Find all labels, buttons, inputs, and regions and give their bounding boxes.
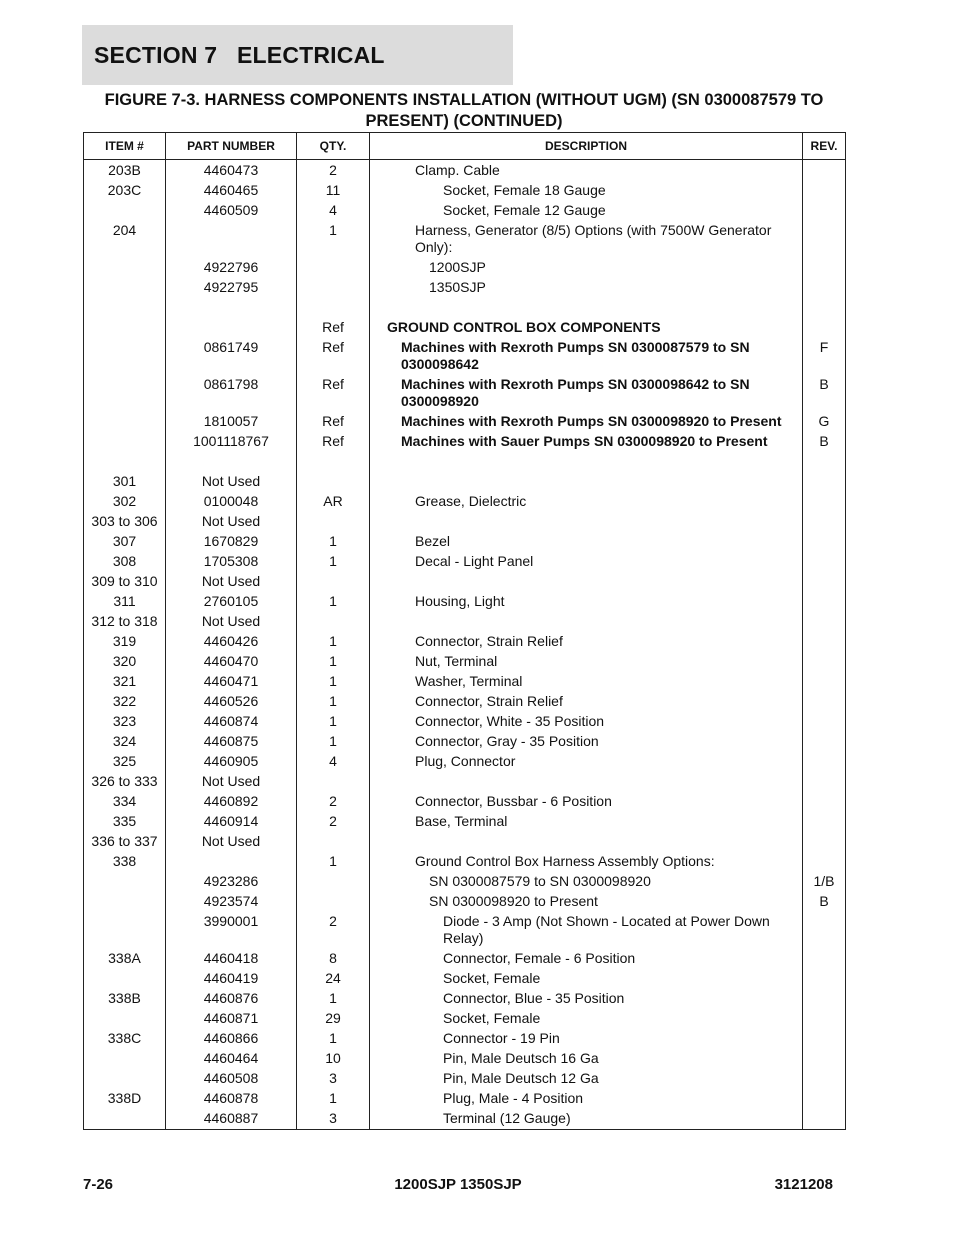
item-cell bbox=[84, 432, 166, 452]
item-cell bbox=[84, 1069, 166, 1089]
description-cell: Machines with Rexroth Pumps SN 0300087579 to SN 0300098642 bbox=[370, 338, 803, 375]
qty-cell bbox=[297, 772, 370, 792]
table-row bbox=[84, 772, 846, 792]
rev-cell bbox=[803, 221, 846, 258]
part-number-cell: Not Used bbox=[166, 572, 297, 592]
table-row bbox=[84, 160, 846, 182]
item-cell: 308 bbox=[84, 552, 166, 572]
item-cell: 338 bbox=[84, 852, 166, 872]
rev-cell bbox=[803, 1009, 846, 1029]
table-row bbox=[84, 318, 846, 338]
description-cell: Pin, Male Deutsch 16 Ga bbox=[370, 1049, 803, 1069]
description-cell: Grease, Dielectric bbox=[370, 492, 803, 512]
rev-cell: B bbox=[803, 892, 846, 912]
item-cell: 334 bbox=[84, 792, 166, 812]
qty-cell: Ref bbox=[297, 375, 370, 412]
rev-cell bbox=[803, 1069, 846, 1089]
qty-cell bbox=[297, 872, 370, 892]
item-cell: 324 bbox=[84, 732, 166, 752]
item-cell: 307 bbox=[84, 532, 166, 552]
qty-cell: 1 bbox=[297, 852, 370, 872]
rev-cell bbox=[803, 632, 846, 652]
qty-cell bbox=[297, 452, 370, 472]
part-number-cell: 4460418 bbox=[166, 949, 297, 969]
description-cell: Diode - 3 Amp (Not Shown - Located at Power Down Relay) bbox=[370, 912, 803, 949]
item-cell: 335 bbox=[84, 812, 166, 832]
rev-cell bbox=[803, 912, 846, 949]
rev-cell bbox=[803, 652, 846, 672]
table-row bbox=[84, 872, 846, 892]
rev-cell bbox=[803, 1029, 846, 1049]
table-row bbox=[84, 452, 846, 472]
part-number-cell: 1810057 bbox=[166, 412, 297, 432]
description-cell: Pin, Male Deutsch 12 Ga bbox=[370, 1069, 803, 1089]
part-number-cell: 4460465 bbox=[166, 181, 297, 201]
qty-cell: 1 bbox=[297, 532, 370, 552]
rev-cell: B bbox=[803, 375, 846, 412]
description-cell: Connector, Female - 6 Position bbox=[370, 949, 803, 969]
description-cell bbox=[370, 612, 803, 632]
table-row bbox=[84, 298, 846, 318]
qty-cell: 4 bbox=[297, 201, 370, 221]
part-number-cell: 4460887 bbox=[166, 1109, 297, 1130]
rev-cell bbox=[803, 949, 846, 969]
item-cell: 204 bbox=[84, 221, 166, 258]
item-cell: 203C bbox=[84, 181, 166, 201]
table-row bbox=[84, 338, 846, 375]
item-cell: 203B bbox=[84, 160, 166, 182]
part-number-cell: 4460426 bbox=[166, 632, 297, 652]
qty-cell: 8 bbox=[297, 949, 370, 969]
rev-cell bbox=[803, 492, 846, 512]
description-cell bbox=[370, 472, 803, 492]
rev-cell bbox=[803, 812, 846, 832]
description-cell: Connector, Strain Relief bbox=[370, 632, 803, 652]
part-number-cell: 4460508 bbox=[166, 1069, 297, 1089]
description-cell: Connector, Strain Relief bbox=[370, 692, 803, 712]
table-row bbox=[84, 632, 846, 652]
qty-cell: 1 bbox=[297, 989, 370, 1009]
table-row bbox=[84, 672, 846, 692]
part-number-cell: 1001118767 bbox=[166, 432, 297, 452]
qty-cell: 1 bbox=[297, 221, 370, 258]
rev-cell bbox=[803, 472, 846, 492]
rev-cell: B bbox=[803, 432, 846, 452]
part-number-cell: 0100048 bbox=[166, 492, 297, 512]
part-number-cell: 0861749 bbox=[166, 338, 297, 375]
description-cell: SN 0300087579 to SN 0300098920 bbox=[370, 872, 803, 892]
item-cell: 311 bbox=[84, 592, 166, 612]
description-cell: Ground Control Box Harness Assembly Options: bbox=[370, 852, 803, 872]
qty-cell bbox=[297, 472, 370, 492]
item-cell: 303 to 306 bbox=[84, 512, 166, 532]
qty-cell: 1 bbox=[297, 652, 370, 672]
table-row bbox=[84, 712, 846, 732]
description-cell: SN 0300098920 to Present bbox=[370, 892, 803, 912]
qty-cell bbox=[297, 278, 370, 298]
description-cell bbox=[370, 772, 803, 792]
table-header-row bbox=[84, 133, 846, 160]
qty-cell: 3 bbox=[297, 1069, 370, 1089]
qty-cell: 2 bbox=[297, 792, 370, 812]
description-cell: Decal - Light Panel bbox=[370, 552, 803, 572]
part-number-cell: Not Used bbox=[166, 772, 297, 792]
rev-cell: G bbox=[803, 412, 846, 432]
part-number-cell: 4460471 bbox=[166, 672, 297, 692]
table-row bbox=[84, 912, 846, 949]
table-body bbox=[84, 160, 846, 1130]
item-cell bbox=[84, 258, 166, 278]
rev-cell bbox=[803, 160, 846, 182]
part-number-cell bbox=[166, 221, 297, 258]
description-cell: Plug, Connector bbox=[370, 752, 803, 772]
qty-cell: 1 bbox=[297, 712, 370, 732]
table-row bbox=[84, 792, 846, 812]
part-number-cell: 4460866 bbox=[166, 1029, 297, 1049]
item-cell bbox=[84, 412, 166, 432]
item-cell bbox=[84, 1049, 166, 1069]
item-cell: 338A bbox=[84, 949, 166, 969]
table-row bbox=[84, 258, 846, 278]
table-row bbox=[84, 852, 846, 872]
item-cell bbox=[84, 298, 166, 318]
rev-cell bbox=[803, 318, 846, 338]
part-number-cell: Not Used bbox=[166, 612, 297, 632]
part-number-cell: 2760105 bbox=[166, 592, 297, 612]
header-part-number: PART NUMBER bbox=[166, 133, 297, 160]
rev-cell bbox=[803, 298, 846, 318]
table-row bbox=[84, 492, 846, 512]
part-number-cell: 4460473 bbox=[166, 160, 297, 182]
description-cell bbox=[370, 452, 803, 472]
part-number-cell: 4460419 bbox=[166, 969, 297, 989]
rev-cell bbox=[803, 278, 846, 298]
description-cell bbox=[370, 298, 803, 318]
table-row bbox=[84, 181, 846, 201]
table-row bbox=[84, 692, 846, 712]
table-row bbox=[84, 752, 846, 772]
rev-cell bbox=[803, 852, 846, 872]
rev-cell bbox=[803, 572, 846, 592]
qty-cell bbox=[297, 298, 370, 318]
description-cell: Bezel bbox=[370, 532, 803, 552]
table-row bbox=[84, 472, 846, 492]
qty-cell: 1 bbox=[297, 632, 370, 652]
description-cell bbox=[370, 572, 803, 592]
description-cell bbox=[370, 512, 803, 532]
description-cell: Socket, Female 12 Gauge bbox=[370, 201, 803, 221]
part-number-cell: 4460878 bbox=[166, 1089, 297, 1109]
part-number-cell: 4460509 bbox=[166, 201, 297, 221]
rev-cell bbox=[803, 1089, 846, 1109]
part-number-cell: 4460892 bbox=[166, 792, 297, 812]
table-row bbox=[84, 532, 846, 552]
rev-cell bbox=[803, 1109, 846, 1130]
qty-cell: 2 bbox=[297, 160, 370, 182]
table-row bbox=[84, 1089, 846, 1109]
item-cell: 325 bbox=[84, 752, 166, 772]
table-row bbox=[84, 552, 846, 572]
description-cell bbox=[370, 832, 803, 852]
item-cell: 301 bbox=[84, 472, 166, 492]
item-cell bbox=[84, 318, 166, 338]
rev-cell bbox=[803, 181, 846, 201]
header-description: DESCRIPTION bbox=[370, 133, 803, 160]
table-row bbox=[84, 949, 846, 969]
part-number-cell: 4922796 bbox=[166, 258, 297, 278]
description-cell: Base, Terminal bbox=[370, 812, 803, 832]
rev-cell bbox=[803, 552, 846, 572]
description-cell: Socket, Female 18 Gauge bbox=[370, 181, 803, 201]
table-row bbox=[84, 1109, 846, 1130]
qty-cell: 1 bbox=[297, 592, 370, 612]
rev-cell: 1/B bbox=[803, 872, 846, 892]
rev-cell bbox=[803, 712, 846, 732]
item-cell bbox=[84, 912, 166, 949]
section-title: SECTION 7 ELECTRICAL bbox=[94, 42, 385, 68]
item-cell bbox=[84, 872, 166, 892]
table-row bbox=[84, 221, 846, 258]
description-cell: Connector, Blue - 35 Position bbox=[370, 989, 803, 1009]
item-cell bbox=[84, 201, 166, 221]
qty-cell: Ref bbox=[297, 412, 370, 432]
item-cell: 338D bbox=[84, 1089, 166, 1109]
table-row bbox=[84, 612, 846, 632]
rev-cell bbox=[803, 258, 846, 278]
table-row bbox=[84, 1009, 846, 1029]
description-cell: 1200SJP bbox=[370, 258, 803, 278]
table-row bbox=[84, 732, 846, 752]
description-cell: Nut, Terminal bbox=[370, 652, 803, 672]
part-number-cell: 4460464 bbox=[166, 1049, 297, 1069]
parts-table bbox=[83, 132, 846, 1130]
part-number-cell: 4460875 bbox=[166, 732, 297, 752]
rev-cell bbox=[803, 752, 846, 772]
part-number-cell: 4460470 bbox=[166, 652, 297, 672]
footer-page-number: 7-26 bbox=[83, 1176, 114, 1193]
description-cell: Machines with Sauer Pumps SN 0300098920 to Present bbox=[370, 432, 803, 452]
table-row bbox=[84, 375, 846, 412]
item-cell: 320 bbox=[84, 652, 166, 672]
rev-cell bbox=[803, 772, 846, 792]
part-number-cell: 4460526 bbox=[166, 692, 297, 712]
qty-cell: 24 bbox=[297, 969, 370, 989]
description-cell: Machines with Rexroth Pumps SN 0300098920 to Present bbox=[370, 412, 803, 432]
qty-cell: 10 bbox=[297, 1049, 370, 1069]
qty-cell bbox=[297, 832, 370, 852]
table-row bbox=[84, 812, 846, 832]
rev-cell bbox=[803, 532, 846, 552]
header-item: ITEM # bbox=[84, 133, 166, 160]
part-number-cell: 4923574 bbox=[166, 892, 297, 912]
part-number-cell: 4922795 bbox=[166, 278, 297, 298]
description-cell: Connector, Gray - 35 Position bbox=[370, 732, 803, 752]
part-number-cell bbox=[166, 452, 297, 472]
description-cell: Socket, Female bbox=[370, 1009, 803, 1029]
footer-doc-number: 3121208 bbox=[774, 1176, 833, 1193]
section-header-bar bbox=[82, 25, 513, 85]
item-cell bbox=[84, 969, 166, 989]
rev-cell bbox=[803, 732, 846, 752]
description-cell: GROUND CONTROL BOX COMPONENTS bbox=[370, 318, 803, 338]
item-cell bbox=[84, 375, 166, 412]
description-cell: Clamp. Cable bbox=[370, 160, 803, 182]
rev-cell bbox=[803, 452, 846, 472]
qty-cell: 2 bbox=[297, 812, 370, 832]
rev-cell bbox=[803, 592, 846, 612]
figure-title: FIGURE 7-3. HARNESS COMPONENTS INSTALLATION (WITHOUT UGM) (SN 0300087579 TO PRESENT) (CONTINUED) bbox=[104, 91, 824, 130]
page-footer bbox=[83, 1176, 833, 1196]
description-cell: Connector, White - 35 Position bbox=[370, 712, 803, 732]
description-cell: Socket, Female bbox=[370, 969, 803, 989]
part-number-cell: 1670829 bbox=[166, 532, 297, 552]
rev-cell bbox=[803, 792, 846, 812]
item-cell bbox=[84, 278, 166, 298]
part-number-cell: Not Used bbox=[166, 472, 297, 492]
footer-model: 1200SJP 1350SJP bbox=[394, 1176, 522, 1193]
qty-cell: 1 bbox=[297, 552, 370, 572]
part-number-cell: 4460874 bbox=[166, 712, 297, 732]
qty-cell: Ref bbox=[297, 318, 370, 338]
table-row bbox=[84, 278, 846, 298]
item-cell: 312 to 318 bbox=[84, 612, 166, 632]
qty-cell: 1 bbox=[297, 692, 370, 712]
table-row bbox=[84, 432, 846, 452]
table-row bbox=[84, 652, 846, 672]
item-cell: 302 bbox=[84, 492, 166, 512]
description-cell: 1350SJP bbox=[370, 278, 803, 298]
qty-cell bbox=[297, 512, 370, 532]
qty-cell: 29 bbox=[297, 1009, 370, 1029]
part-number-cell: 4460905 bbox=[166, 752, 297, 772]
rev-cell bbox=[803, 512, 846, 532]
table-row bbox=[84, 989, 846, 1009]
description-cell: Connector, Bussbar - 6 Position bbox=[370, 792, 803, 812]
part-number-cell: 1705308 bbox=[166, 552, 297, 572]
table-row bbox=[84, 832, 846, 852]
item-cell bbox=[84, 1009, 166, 1029]
description-cell: Harness, Generator (8/5) Options (with 7500W Generator Only): bbox=[370, 221, 803, 258]
table-row bbox=[84, 412, 846, 432]
part-number-cell: 4460914 bbox=[166, 812, 297, 832]
qty-cell: 1 bbox=[297, 672, 370, 692]
rev-cell bbox=[803, 672, 846, 692]
header-qty: QTY. bbox=[297, 133, 370, 160]
qty-cell: 1 bbox=[297, 1029, 370, 1049]
part-number-cell: Not Used bbox=[166, 832, 297, 852]
item-cell: 338C bbox=[84, 1029, 166, 1049]
qty-cell: Ref bbox=[297, 432, 370, 452]
table-row bbox=[84, 1029, 846, 1049]
part-number-cell bbox=[166, 318, 297, 338]
table-row bbox=[84, 1049, 846, 1069]
header-rev: REV. bbox=[803, 133, 846, 160]
item-cell bbox=[84, 452, 166, 472]
table-row bbox=[84, 592, 846, 612]
table-row bbox=[84, 969, 846, 989]
qty-cell: 2 bbox=[297, 912, 370, 949]
item-cell: 336 to 337 bbox=[84, 832, 166, 852]
table-row bbox=[84, 512, 846, 532]
item-cell: 326 to 333 bbox=[84, 772, 166, 792]
part-number-cell: 0861798 bbox=[166, 375, 297, 412]
table-row bbox=[84, 1069, 846, 1089]
item-cell: 309 to 310 bbox=[84, 572, 166, 592]
rev-cell bbox=[803, 989, 846, 1009]
rev-cell bbox=[803, 969, 846, 989]
description-cell: Plug, Male - 4 Position bbox=[370, 1089, 803, 1109]
description-cell: Terminal (12 Gauge) bbox=[370, 1109, 803, 1130]
item-cell: 338B bbox=[84, 989, 166, 1009]
part-number-cell bbox=[166, 298, 297, 318]
part-number-cell: Not Used bbox=[166, 512, 297, 532]
item-cell: 319 bbox=[84, 632, 166, 652]
qty-cell: 3 bbox=[297, 1109, 370, 1130]
qty-cell: AR bbox=[297, 492, 370, 512]
description-cell: Washer, Terminal bbox=[370, 672, 803, 692]
rev-cell bbox=[803, 201, 846, 221]
qty-cell bbox=[297, 892, 370, 912]
description-cell: Housing, Light bbox=[370, 592, 803, 612]
item-cell bbox=[84, 338, 166, 375]
item-cell: 321 bbox=[84, 672, 166, 692]
rev-cell: F bbox=[803, 338, 846, 375]
description-cell: Connector - 19 Pin bbox=[370, 1029, 803, 1049]
qty-cell: Ref bbox=[297, 338, 370, 375]
part-number-cell: 3990001 bbox=[166, 912, 297, 949]
qty-cell bbox=[297, 612, 370, 632]
part-number-cell: 4923286 bbox=[166, 872, 297, 892]
description-cell: Machines with Rexroth Pumps SN 0300098642 to SN 0300098920 bbox=[370, 375, 803, 412]
qty-cell: 1 bbox=[297, 732, 370, 752]
item-cell bbox=[84, 892, 166, 912]
item-cell: 323 bbox=[84, 712, 166, 732]
table-row bbox=[84, 892, 846, 912]
part-number-cell: 4460876 bbox=[166, 989, 297, 1009]
qty-cell: 4 bbox=[297, 752, 370, 772]
qty-cell: 1 bbox=[297, 1089, 370, 1109]
table-row bbox=[84, 572, 846, 592]
qty-cell bbox=[297, 572, 370, 592]
qty-cell bbox=[297, 258, 370, 278]
part-number-cell bbox=[166, 852, 297, 872]
rev-cell bbox=[803, 1049, 846, 1069]
rev-cell bbox=[803, 832, 846, 852]
item-cell: 322 bbox=[84, 692, 166, 712]
rev-cell bbox=[803, 612, 846, 632]
part-number-cell: 4460871 bbox=[166, 1009, 297, 1029]
item-cell bbox=[84, 1109, 166, 1130]
qty-cell: 11 bbox=[297, 181, 370, 201]
rev-cell bbox=[803, 692, 846, 712]
table-row bbox=[84, 201, 846, 221]
